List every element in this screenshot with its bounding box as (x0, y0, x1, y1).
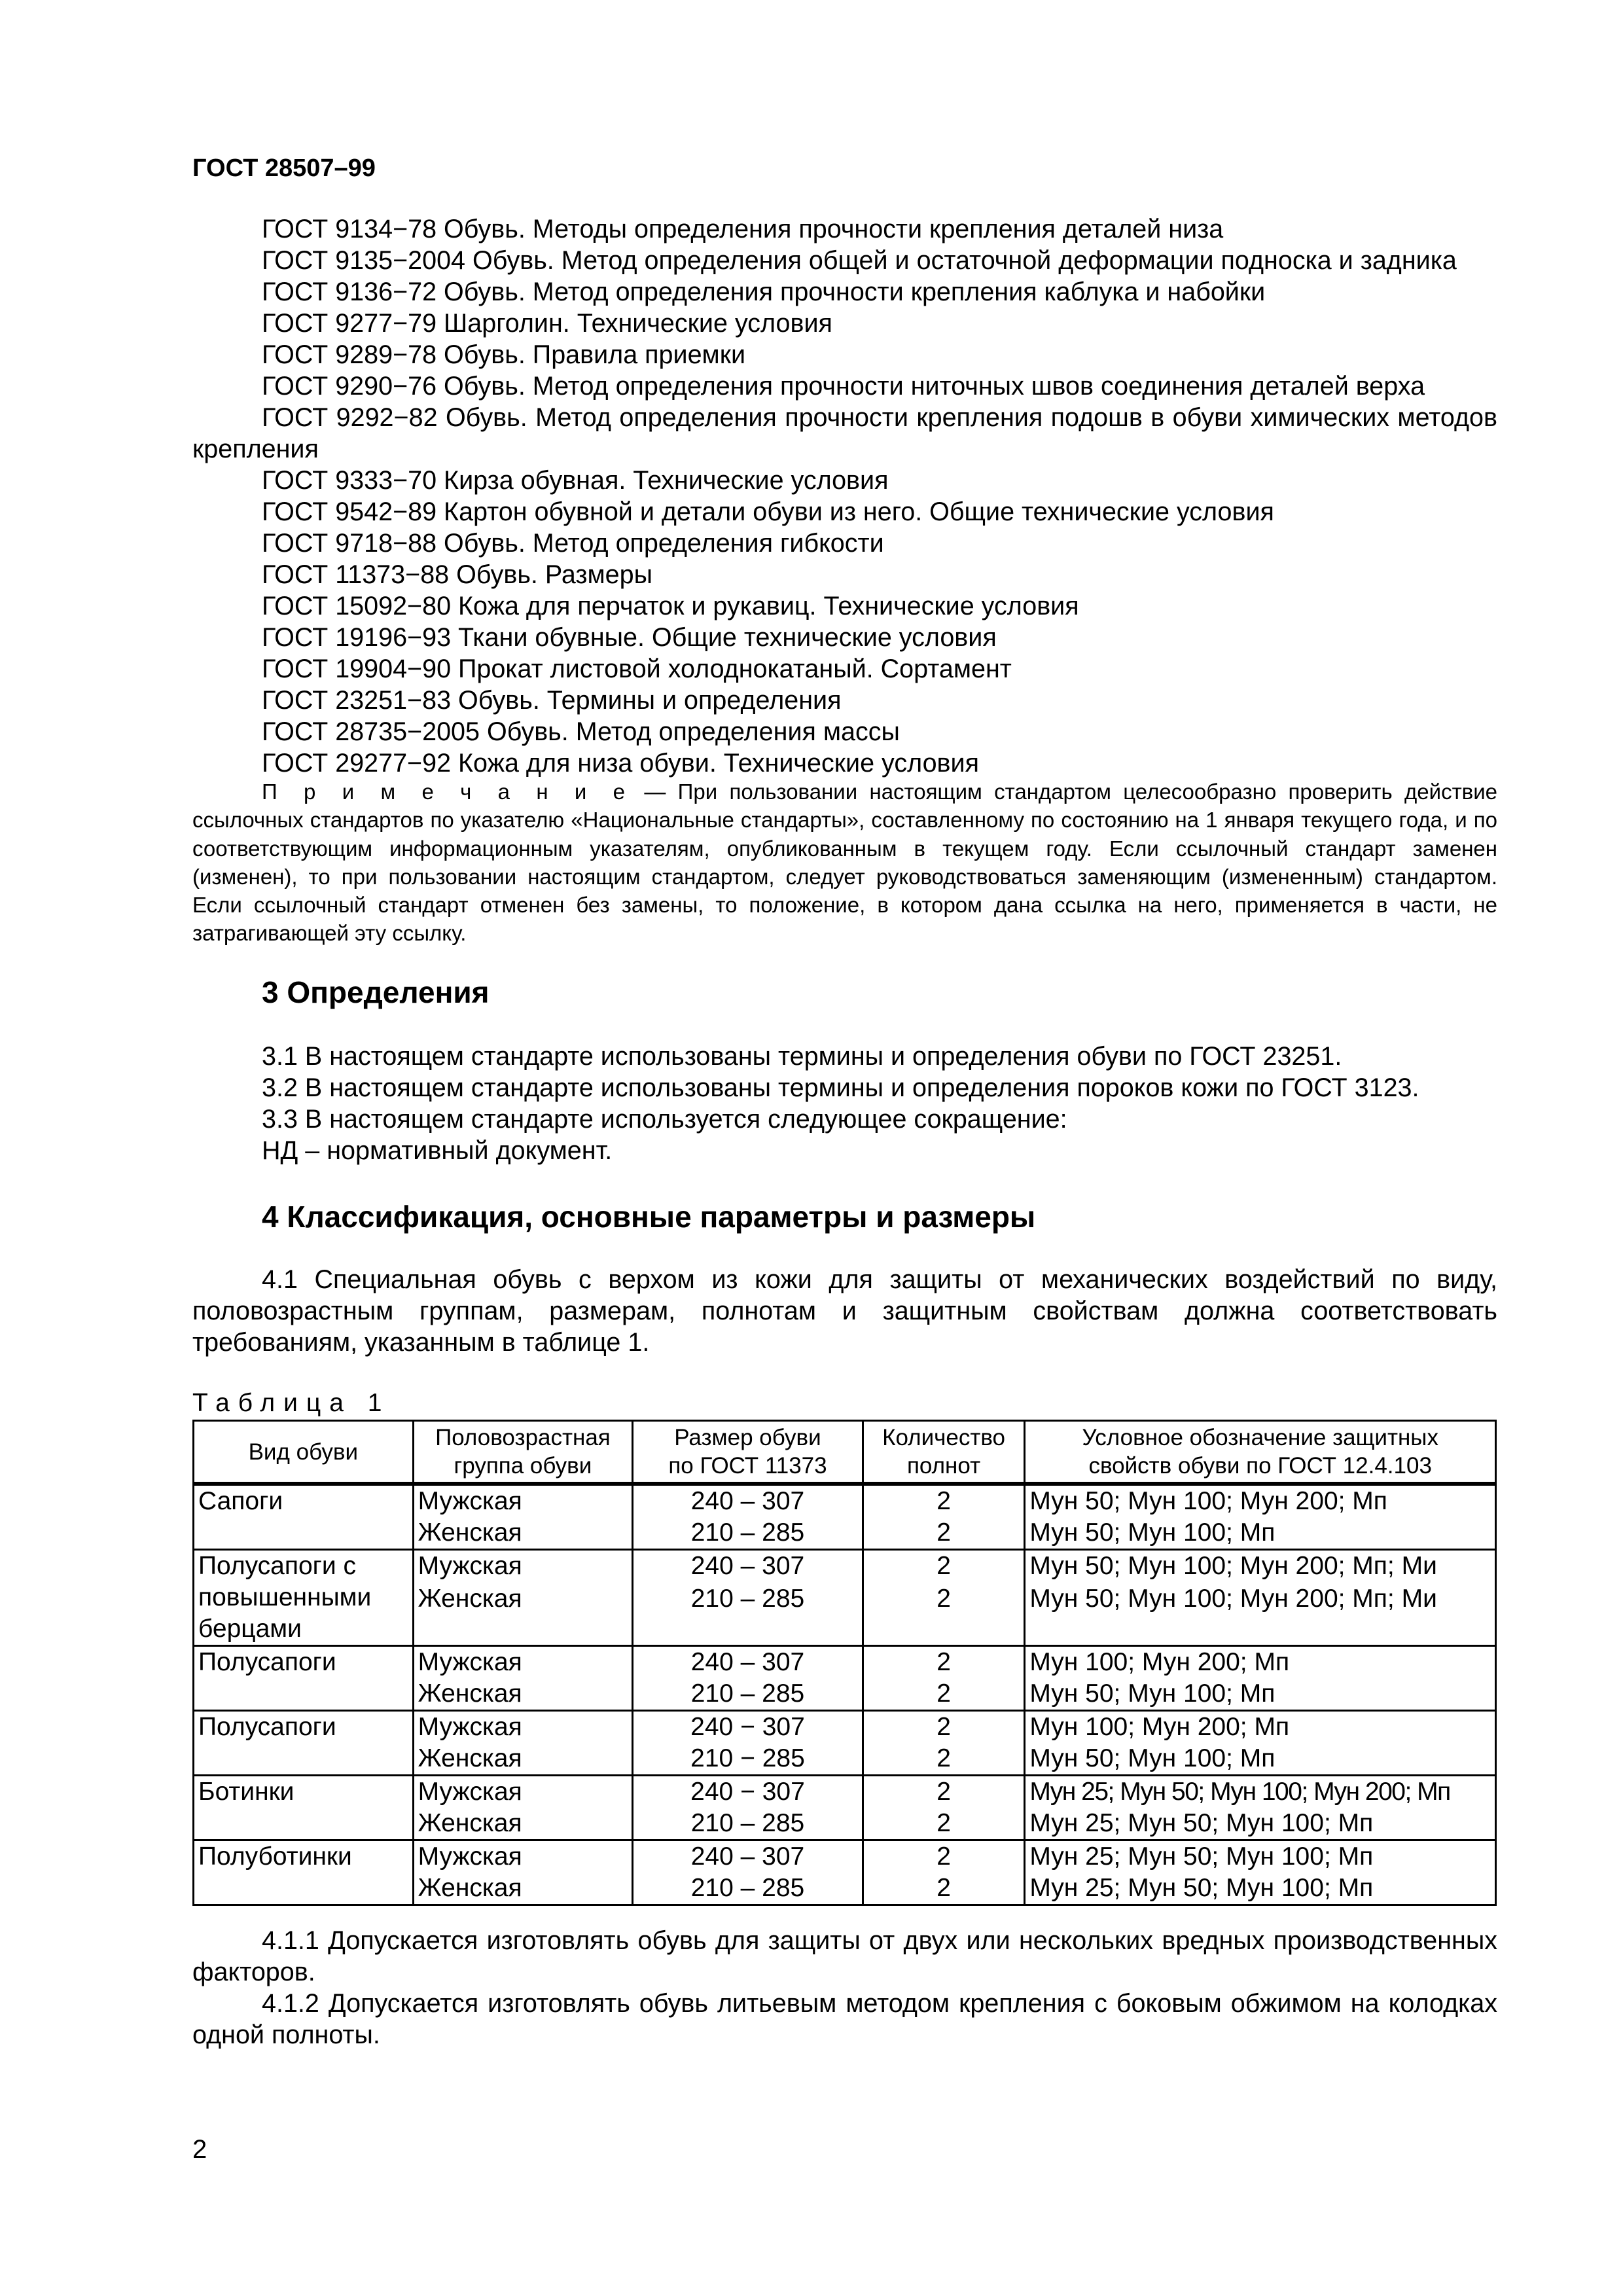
cell-group: Женская (413, 1808, 633, 1840)
cell-mark: Мун 50; Мун 100; Мп (1025, 1517, 1496, 1550)
cell-count: 2 (863, 1646, 1025, 1679)
paragraph: 3.1 В настоящем стандарте использованы термины и определения обуви по ГОСТ 23251. (262, 1042, 1342, 1071)
table-row (194, 1711, 1496, 1744)
cell-size: 210 − 285 (633, 1743, 863, 1776)
cell-mark: Мун 25; Мун 50; Мун 100; Мун 200; Мп (1025, 1776, 1496, 1808)
cell-group: Мужская (413, 1711, 633, 1744)
cell-count: 2 (863, 1583, 1025, 1646)
references-note (192, 778, 1497, 948)
footwear-classification-table (192, 1420, 1497, 1906)
cell-size: 210 – 285 (633, 1678, 863, 1711)
cell-size: 240 – 307 (633, 1550, 863, 1583)
paragraph: НД – нормативный документ. (262, 1136, 613, 1165)
cell-size: 240 – 307 (633, 1484, 863, 1517)
paragraph: 3.2 В настоящем стандарте использованы термины и определения пороков кожи по ГОСТ 3123. (262, 1073, 1419, 1102)
cell-group: Женская (413, 1873, 633, 1905)
paragraph: 4.1.1 Допускается изготовлять обувь для защиты от двух или нескольких вредных производственных факторов. (192, 1926, 1497, 1986)
cell-size: 240 − 307 (633, 1776, 863, 1808)
section-4-intro (192, 1264, 1497, 1358)
cell-mark: Мун 100; Мун 200; Мп (1025, 1711, 1496, 1744)
cell-group: Мужская (413, 1776, 633, 1808)
header-size: Размер обуви по ГОСТ 11373 (633, 1421, 863, 1484)
reference-item: ГОСТ 9289−78 Обувь. Правила приемки (262, 340, 746, 369)
reference-item: ГОСТ 29277−92 Кожа для низа обуви. Технические условия (262, 749, 979, 778)
reference-item: ГОСТ 15092−80 Кожа для перчаток и рукавиц. Технические условия (262, 592, 1079, 620)
cell-mark: Мун 50; Мун 100; Мун 200; Мп; Ми (1025, 1583, 1496, 1646)
cell-type: Полуботинки (194, 1840, 414, 1905)
reference-item: ГОСТ 28735−2005 Обувь. Метод определения массы (262, 717, 900, 746)
table-row (194, 1840, 1496, 1873)
cell-mark: Мун 50; Мун 100; Мун 200; Мп (1025, 1484, 1496, 1517)
cell-count: 2 (863, 1776, 1025, 1808)
cell-count: 2 (863, 1550, 1025, 1583)
reference-item: ГОСТ 9277−79 Шарголин. Технические условия (262, 309, 832, 338)
cell-group: Мужская (413, 1550, 633, 1583)
reference-item: ГОСТ 9136−72 Обувь. Метод определения прочности крепления каблука и набойки (262, 278, 1266, 306)
cell-group: Женская (413, 1517, 633, 1550)
cell-group: Женская (413, 1583, 633, 1646)
reference-item: ГОСТ 9333−70 Кирза обувная. Технические условия (262, 466, 889, 495)
table-row (194, 1484, 1496, 1517)
cell-type: Полусапоги (194, 1646, 414, 1711)
reference-item: ГОСТ 11373−88 Обувь. Размеры (262, 560, 652, 589)
paragraph: 4.1.2 Допускается изготовлять обувь литьевым методом крепления с боковым обжимом на колодках одной полноты. (192, 1989, 1497, 2049)
cell-count: 2 (863, 1743, 1025, 1776)
table-row (194, 1646, 1496, 1679)
cell-mark: Мун 50; Мун 100; Мп (1025, 1678, 1496, 1711)
cell-group: Мужская (413, 1484, 633, 1517)
cell-mark: Мун 100; Мун 200; Мп (1025, 1646, 1496, 1679)
reference-item: ГОСТ 9292−82 Обувь. Метод определения прочности крепления подошв в обуви химических методов крепления (192, 403, 1497, 463)
normative-references-list (192, 213, 1497, 779)
cell-size: 210 – 285 (633, 1808, 863, 1840)
cell-group: Женская (413, 1678, 633, 1711)
cell-count: 2 (863, 1808, 1025, 1840)
note-label: П р и м е ч а н и е (262, 780, 633, 804)
header-type: Вид обуви (194, 1421, 414, 1484)
section-4-after-table (192, 1925, 1497, 2051)
section-3-body (192, 1041, 1497, 1166)
reference-item: ГОСТ 19196−93 Ткани обувные. Общие технические условия (262, 623, 997, 652)
cell-count: 2 (863, 1517, 1025, 1550)
cell-size: 210 – 285 (633, 1583, 863, 1646)
table-header-row (194, 1421, 1496, 1484)
cell-size: 240 – 307 (633, 1646, 863, 1679)
header-count: Количество полнот (863, 1421, 1025, 1484)
table-row (194, 1550, 1496, 1583)
table-caption: Таблица 1 (192, 1389, 391, 1417)
reference-item: ГОСТ 9718−88 Обувь. Метод определения гибкости (262, 529, 884, 558)
reference-item: ГОСТ 9290−76 Обувь. Метод определения прочности ниточных швов соединения деталей верха (262, 372, 1425, 401)
paragraph: 4.1 Специальная обувь с верхом из кожи для защиты от механических воздействий по виду, половозрастным группам, размерам, полнотам и защитным свойствам должна соответствовать требованиям, указанным в таблице 1. (192, 1265, 1497, 1357)
cell-group: Женская (413, 1743, 633, 1776)
cell-count: 2 (863, 1873, 1025, 1905)
cell-group: Мужская (413, 1646, 633, 1679)
cell-count: 2 (863, 1840, 1025, 1873)
cell-mark: Мун 25; Мун 50; Мун 100; Мп (1025, 1873, 1496, 1905)
document-code-header: ГОСТ 28507–99 (192, 154, 376, 182)
cell-mark: Мун 50; Мун 100; Мун 200; Мп; Ми (1025, 1550, 1496, 1583)
cell-mark: Мун 25; Мун 50; Мун 100; Мп (1025, 1808, 1496, 1840)
reference-item: ГОСТ 23251−83 Обувь. Термины и определения (262, 686, 842, 715)
cell-size: 210 – 285 (633, 1873, 863, 1905)
cell-mark: Мун 25; Мун 50; Мун 100; Мп (1025, 1840, 1496, 1873)
section-4-title: 4 Классификация, основные параметры и размеры (262, 1200, 1036, 1234)
cell-type: Ботинки (194, 1776, 414, 1840)
cell-count: 2 (863, 1711, 1025, 1744)
page-number: 2 (192, 2135, 207, 2164)
cell-size: 240 − 307 (633, 1711, 863, 1744)
cell-type: Сапоги (194, 1484, 414, 1550)
cell-group: Мужская (413, 1840, 633, 1873)
reference-item: ГОСТ 9134−78 Обувь. Методы определения прочности крепления деталей низа (262, 215, 1224, 243)
reference-item: ГОСТ 9542−89 Картон обувной и детали обуви из него. Общие технические условия (262, 497, 1274, 526)
note-text: — При пользовании настоящим стандартом целесообразно проверить действие ссылочных стандартов по указателю «Национальные стандарты», составленному по состоянию на 1 января текущего года, и по соответствующим информационным указателям, опубликованным в текущем году. Если ссылочный стандарт заменен (изменен), то при пользовании настоящим стандартом, следует руководствоваться заменяющим (измененным) стандартом. Если ссылочный стандарт отменен без замены, то положение, в котором дана ссылка на него, применяется в части, не затрагивающей эту ссылку. (192, 780, 1497, 946)
cell-type: Полусапоги с повышенными берцами (194, 1550, 414, 1646)
cell-type: Полусапоги (194, 1711, 414, 1776)
cell-mark: Мун 50; Мун 100; Мп (1025, 1743, 1496, 1776)
cell-size: 210 – 285 (633, 1517, 863, 1550)
section-3-title: 3 Определения (262, 975, 490, 1009)
reference-item: ГОСТ 9135−2004 Обувь. Метод определения общей и остаточной деформации подноска и задника (262, 246, 1457, 275)
cell-size: 240 – 307 (633, 1840, 863, 1873)
reference-item: ГОСТ 19904−90 Прокат листовой холоднокатаный. Сортамент (262, 655, 1012, 683)
cell-count: 2 (863, 1678, 1025, 1711)
paragraph: 3.3 В настоящем стандарте используется следующее сокращение: (262, 1105, 1067, 1134)
header-group: Половозрастная группа обуви (413, 1421, 633, 1484)
table-row (194, 1776, 1496, 1808)
header-mark: Условное обозначение защитных свойств обуви по ГОСТ 12.4.103 (1025, 1421, 1496, 1484)
cell-count: 2 (863, 1484, 1025, 1517)
